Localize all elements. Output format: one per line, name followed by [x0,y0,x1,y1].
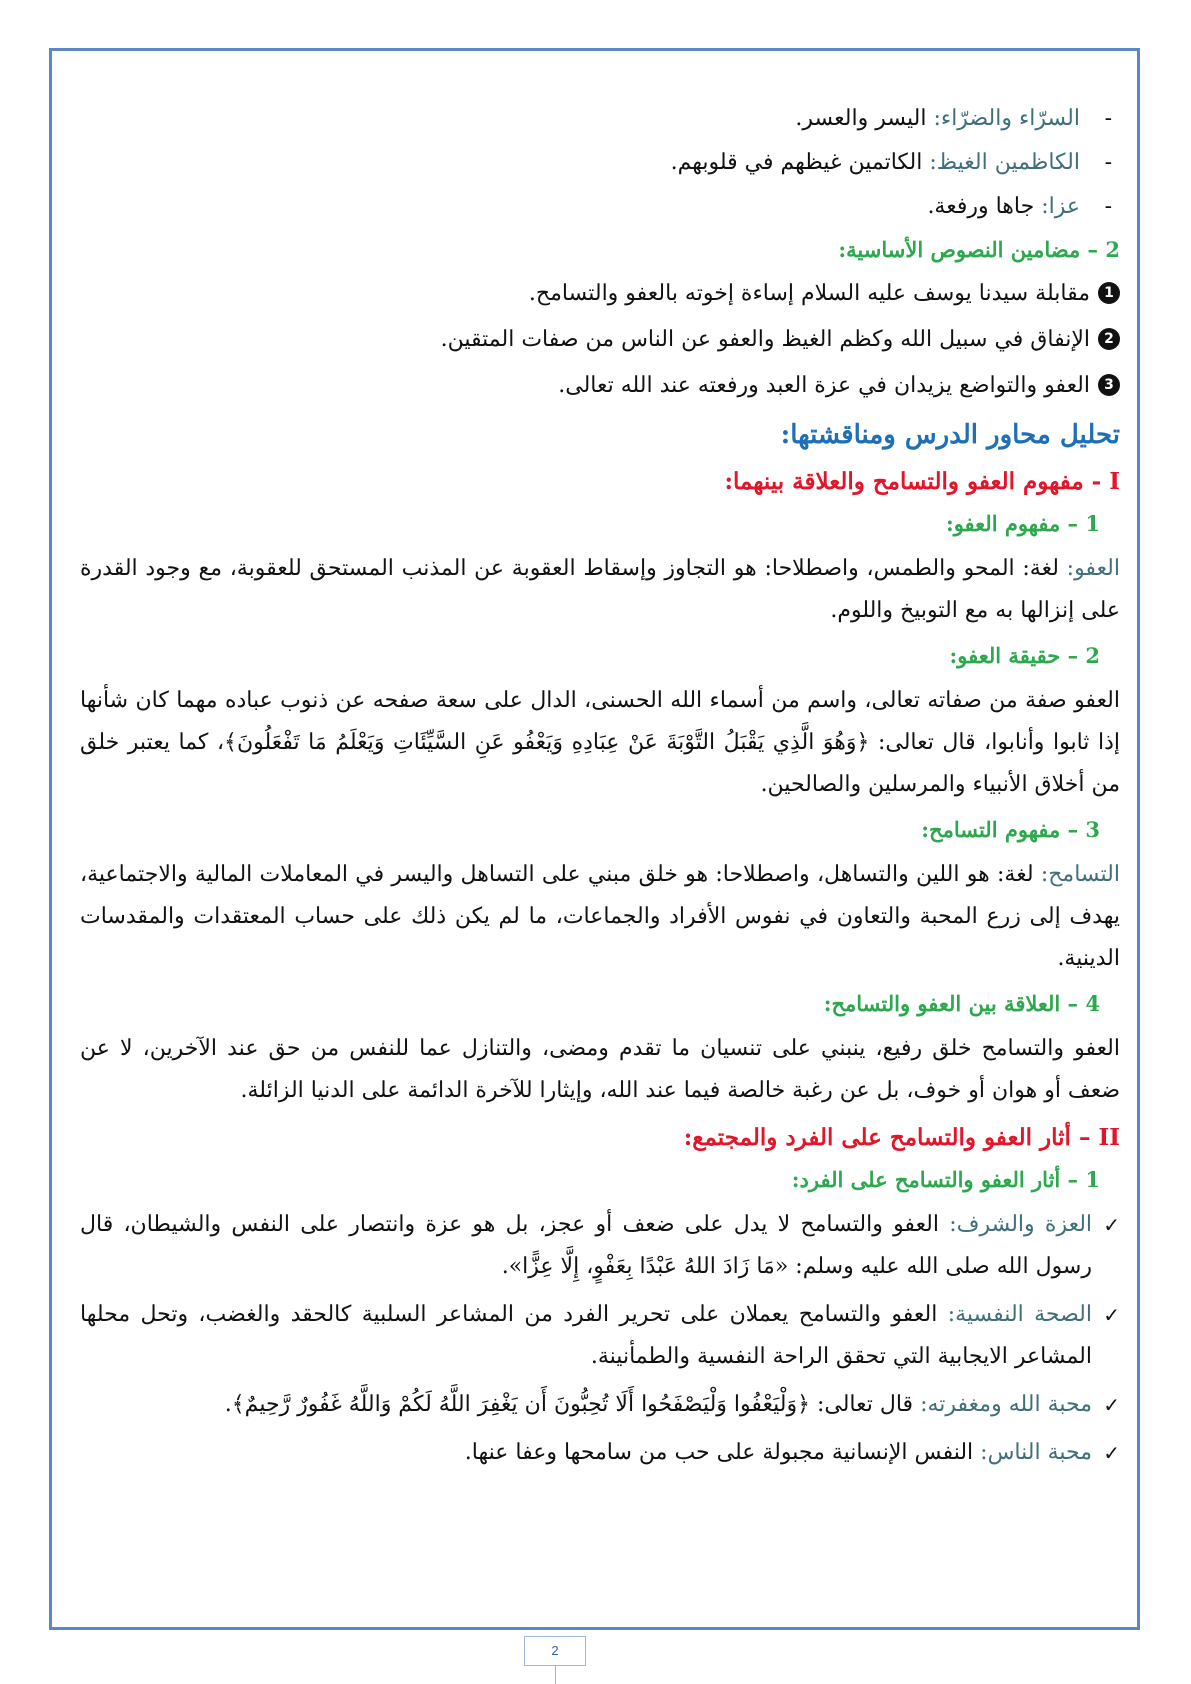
content-item [80,366,1120,406]
effect-text: العفو والتسامح لا يدل على ضعف أو عجز، بل هو عزة وانتصار على النفس والشيطان، قال رسول الله صلى الله عليه وسلم: «مَا زَادَ اللهُ عَبْدًا بِعَفْوٍ، إِلَّا عِزًّا». [80,1212,1092,1279]
effect-term: الصحة النفسية: [947,1302,1092,1327]
number-bullet: 3 [1098,374,1120,396]
document-body [80,100,1120,1480]
subsection-heading: 3 – مفهوم التسامح: [921,817,1100,842]
paragraph [80,548,1120,632]
paragraph [80,854,1120,980]
glossary-item [80,100,1120,138]
dash-marker: - [1104,194,1112,219]
content-item [80,320,1120,360]
paragraph-text: لغة: هو اللين والتساهل، واصطلاحا: هو خلق مبني على التساهل واليسر في المعاملات المالية والاجتماعية، يهدف إلى زرع المحبة والتعاون في نفوس الأفراد والجماعات، ما لم يكن ذلك على حساب المعتقدات والمقدسات الدينية. [80,862,1120,971]
effect-item [80,1384,1120,1426]
subsection-heading: 1 – مفهوم العفو: [945,511,1100,536]
dash-marker: - [1104,106,1112,131]
number-bullet: 2 [1098,328,1120,350]
dash-marker: - [1104,150,1112,175]
paragraph: العفو والتسامح خلق رفيع، ينبني على تنسيان ما تقدم ومضى، والتنازل عما للنفس من حق عند الآخرين، لا عن ضعف أو هوان أو خوف، بل عن رغبة خالصة فيما عند الله، وإيثارا للآخرة الدائمة على الدنيا الزائلة. [80,1036,1120,1103]
content-item-text: مقابلة سيدنا يوسف عليه السلام إساءة إخوته بالعفو والتسامح. [528,281,1090,306]
content-item-text: الإنفاق في سبيل الله وكظم الغيظ والعفو عن الناس من صفات المتقين. [440,327,1090,352]
glossary-term: عزا: [1041,194,1080,219]
effect-item [80,1204,1120,1288]
page-number: 2 [524,1636,586,1666]
main-heading: تحليل محاور الدرس ومناقشتها: [780,420,1120,450]
effect-term: العزة والشرف: [949,1212,1093,1237]
paragraph-text: لغة: المحو والطمس، واصطلاحا: هو التجاوز وإسقاط العقوبة عن المذنب المستحق للعقوبة، مع وجود القدرة على إنزالها به مع التوبيخ واللوم. [80,556,1120,623]
effect-text: العفو والتسامح يعملان على تحرير الفرد من المشاعر السلبية كالحقد والغضب، وتحل محلها المشاعر الايجابية التي تحقق الراحة النفسية والطمأنينة. [80,1302,1092,1369]
glossary-item [80,144,1120,182]
part-heading: I - مفهوم العفو والتسامح والعلاقة بينهما: [724,468,1120,495]
glossary-definition: اليسر والعسر. [795,106,934,131]
checkmark-icon: ✓ [1103,1393,1120,1417]
page-number-connector [555,1665,556,1684]
subsection-heading: 1 – أثار العفو والتسامح على الفرد: [791,1167,1100,1192]
subsection-heading: 2 – حقيقة العفو: [949,643,1100,668]
checkmark-icon: ✓ [1103,1213,1120,1237]
checkmark-icon: ✓ [1103,1441,1120,1465]
glossary-item [80,188,1120,226]
glossary-definition: الكاتمين غيظهم في قلوبهم. [670,150,930,175]
paragraph: العفو صفة من صفاته تعالى، واسم من أسماء الله الحسنى، الدال على سعة صفحه عن ذنوب عباده مهما كان شأنها إذا ثابوا وأنابوا، قال تعالى: ﴿وَهُوَ الَّذِي يَقْبَلُ التَّوْبَةَ عَنْ عِبَادِهِ وَيَعْفُو عَنِ السَّيِّئَاتِ وَيَعْلَمُ مَا تَفْعَلُونَ﴾، كما يعتبر خلق من أخلاق الأنبياء والمرسلين والصالحين. [80,688,1120,797]
effect-text: قال تعالى: ﴿وَلْيَعْفُوا وَلْيَصْفَحُوا أَلَا تُحِبُّونَ أَن يَغْفِرَ اللَّهُ لَكُمْ وَاللَّهُ غَفُورٌ رَّحِيمٌ﴾. [224,1392,921,1417]
content-item [80,274,1120,314]
glossary-term: الكاظمين الغيظ: [929,150,1080,175]
effect-term: محبة الناس: [980,1440,1092,1465]
effect-item [80,1432,1120,1474]
section-heading-contents: 2 – مضامين النصوص الأساسية: [838,237,1120,262]
content-item-text: العفو والتواضع يزيدان في عزة العبد ورفعته عند الله تعالى. [558,373,1090,398]
part-heading: II – أثار العفو والتسامح على الفرد والمجتمع: [683,1124,1120,1151]
number-bullet: 1 [1098,282,1120,304]
paragraph-term: التسامح: [1040,862,1120,887]
paragraph-term: العفو: [1066,556,1120,581]
effect-text: النفس الإنسانية مجبولة على حب من سامحها وعفا عنها. [464,1440,981,1465]
checkmark-icon: ✓ [1103,1303,1120,1327]
glossary-term: السرّاء والضرّاء: [933,106,1080,131]
effect-item [80,1294,1120,1378]
effect-term: محبة الله ومغفرته: [920,1392,1092,1417]
glossary-definition: جاها ورفعة. [927,194,1042,219]
subsection-heading: 4 – العلاقة بين العفو والتسامح: [823,991,1100,1016]
